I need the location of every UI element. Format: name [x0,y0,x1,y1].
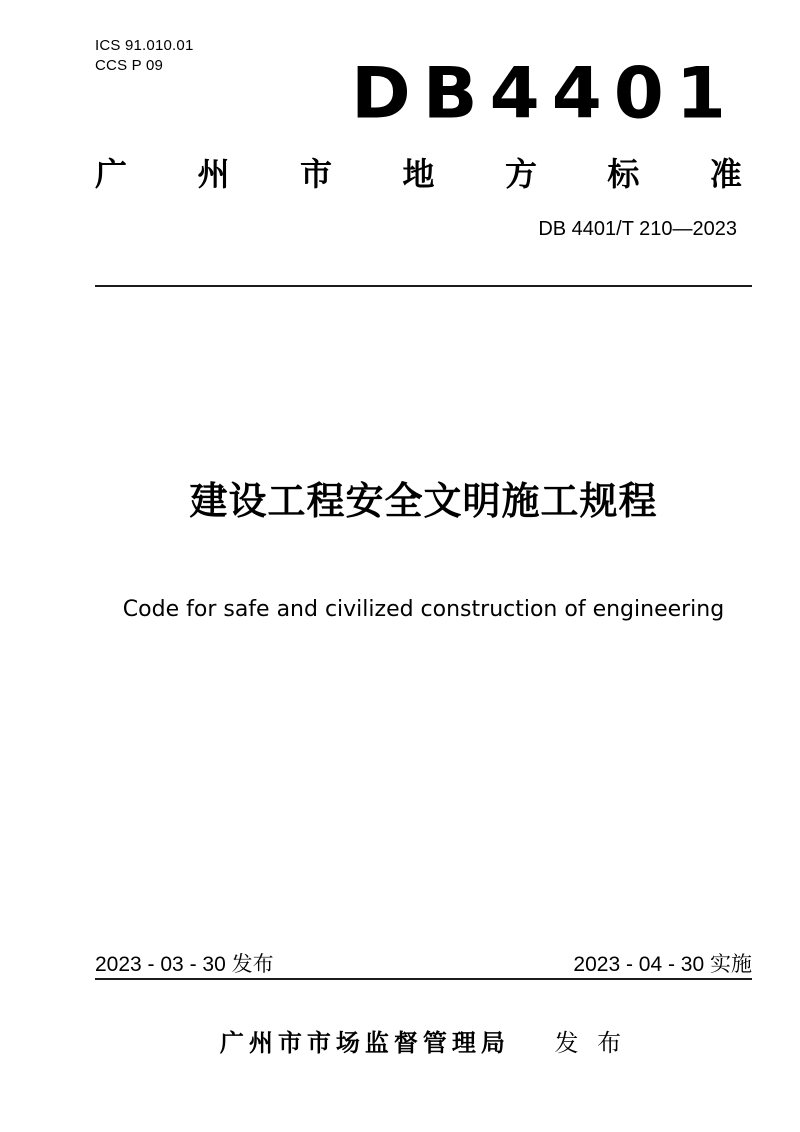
document-title-english: Code for safe and civilized construction of engineering [122,597,725,622]
standard-type-title [95,157,742,191]
standard-type-char: 方 [504,156,537,192]
standard-type-char: 州 [197,156,230,192]
issue-date: 2023 - 03 - 30 发布 [95,953,274,976]
standard-type-char: 市 [299,156,332,192]
dates-row [95,953,752,977]
db-code-large: DB4401 [350,51,738,135]
standard-type-char: 准 [709,156,742,192]
ccs-code: CCS P 09 [95,57,164,74]
header-divider-line [95,285,752,287]
dates-divider-line [95,978,752,980]
implement-date: 2023 - 04 - 30 实施 [573,953,752,976]
document-title-chinese: 建设工程安全文明施工规程 [189,481,658,523]
standard-type-char: 广 [95,156,128,192]
publish-label: 发 布 [554,1030,628,1057]
standard-number: DB 4401/T 210—2023 [538,218,737,240]
ics-code: ICS 91.010.01 [95,37,194,54]
standard-type-char: 标 [607,156,640,192]
publisher-row [95,1030,752,1058]
classification-codes [95,36,194,76]
publisher-name: 广州市市场监督管理局 [219,1030,510,1057]
standard-type-char: 地 [402,156,435,192]
